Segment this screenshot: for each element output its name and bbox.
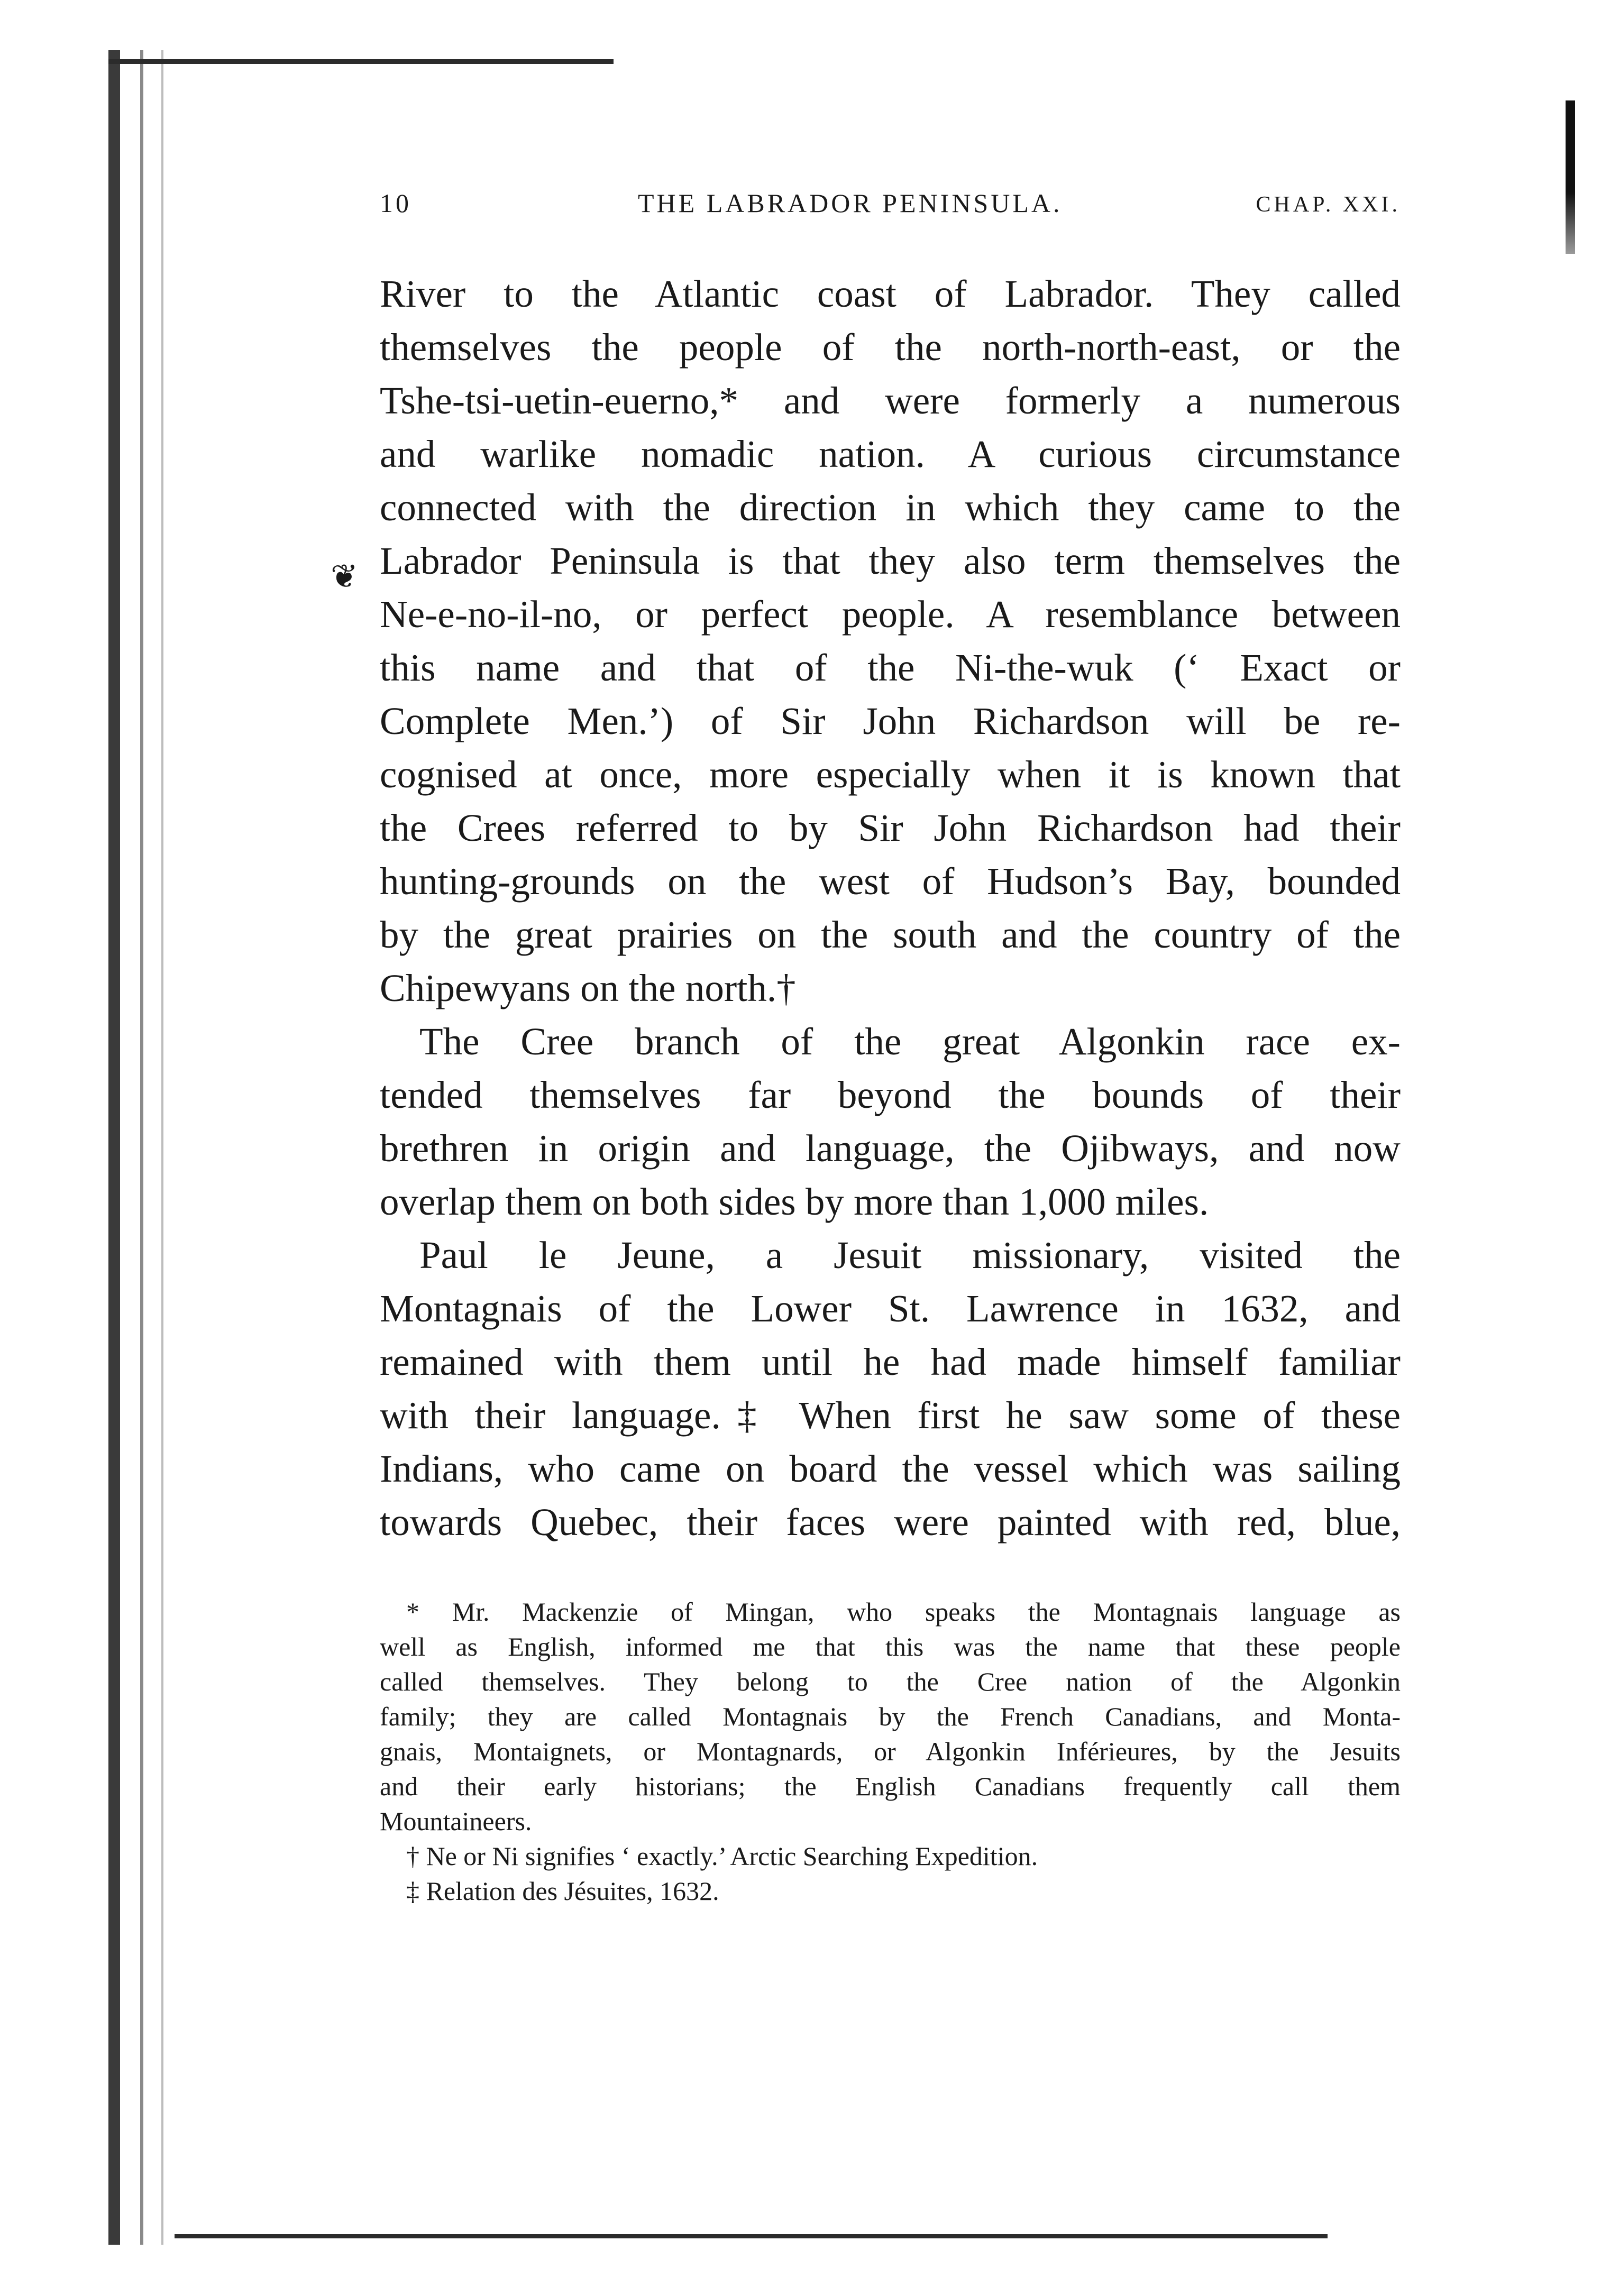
- footnote-line: and their early historians; the English Canadians frequently call them: [380, 1771, 1401, 1801]
- text-line: hunting-grounds on the west of Hudson’s Bay, bounded: [380, 860, 1401, 903]
- running-head: [380, 188, 1401, 230]
- text-line: remained with them until he had made himself familiar: [380, 1340, 1401, 1383]
- text-line: Indians, who came on board the vessel which was sailing: [380, 1447, 1401, 1490]
- text-line: cognised at once, more especially when it is known that: [380, 753, 1401, 796]
- text-line: Tshe-tsi-uetin-euerno,* and were formerly a numerous: [380, 379, 1401, 422]
- chapter-label: CHAP. XXI.: [1256, 192, 1401, 217]
- footnote-line: gnais, Montaignets, or Montagnards, or Algonkin Inférieures, by the Jesuits: [380, 1737, 1401, 1766]
- footnote-line: called themselves. They belong to the Cree nation of the Algonkin: [380, 1667, 1401, 1696]
- text-line: Montagnais of the Lower St. Lawrence in 1632, and: [380, 1287, 1401, 1330]
- text-line: tended themselves far beyond the bounds of their: [380, 1073, 1401, 1116]
- footnote-line: ‡ Relation des Jésuites, 1632.: [406, 1876, 719, 1906]
- page-edge-top: [108, 59, 614, 64]
- text-line: Complete Men.’) of Sir John Richardson will be re-: [380, 700, 1401, 742]
- page-edge-bottom: [175, 2234, 1328, 2238]
- text-line: The Cree branch of the great Algonkin race ex-: [419, 1020, 1401, 1063]
- text-line: themselves the people of the north-north-east, or the: [380, 326, 1401, 369]
- text-line: Ne-e-no-il-no, or perfect people. A resemblance between: [380, 593, 1401, 636]
- footnotes: [380, 1594, 1401, 1908]
- text-line: the Crees referred to by Sir John Richardson had their: [380, 806, 1401, 849]
- body-text: [380, 267, 1401, 1549]
- footnote-line: family; they are called Montagnais by the French Canadians, and Monta-: [380, 1702, 1401, 1731]
- footnote-line: Mountaineers.: [380, 1806, 532, 1836]
- text-line: this name and that of the Ni-the-wuk (‘ Exact or: [380, 646, 1401, 689]
- margin-pointer-mark: ❦: [331, 559, 358, 595]
- text-line: River to the Atlantic coast of Labrador. They called: [380, 272, 1401, 315]
- page-edge-right: [1566, 100, 1575, 254]
- text-line: and warlike nomadic nation. A curious circumstance: [380, 433, 1401, 475]
- footnote-line: well as English, informed me that this was the name that these people: [380, 1632, 1401, 1661]
- text-line: overlap them on both sides by more than 1,000 miles.: [380, 1180, 1209, 1223]
- text-line: with their language.‡ When first he saw some of these: [380, 1394, 1401, 1437]
- footnote-line: † Ne or Ni signifies ‘ exactly.’ Arctic Searching Expedition.: [406, 1841, 1038, 1871]
- book-title: THE LABRADOR PENINSULA.: [638, 188, 1063, 218]
- text-line: towards Quebec, their faces were painted with red, blue,: [380, 1501, 1401, 1544]
- page-number: 10: [380, 188, 411, 218]
- text-line: Chipewyans on the north.†: [380, 967, 796, 1009]
- footnote-line: * Mr. Mackenzie of Mingan, who speaks the Montagnais language as: [406, 1597, 1401, 1627]
- text-line: brethren in origin and language, the Ojibways, and now: [380, 1127, 1401, 1170]
- page-binding-left: [108, 50, 190, 2245]
- text-line: connected with the direction in which they came to the: [380, 486, 1401, 529]
- text-line: Labrador Peninsula is that they also term themselves the: [380, 539, 1401, 582]
- text-line: Paul le Jeune, a Jesuit missionary, visited the: [419, 1234, 1401, 1276]
- text-line: by the great prairies on the south and the country of the: [380, 913, 1401, 956]
